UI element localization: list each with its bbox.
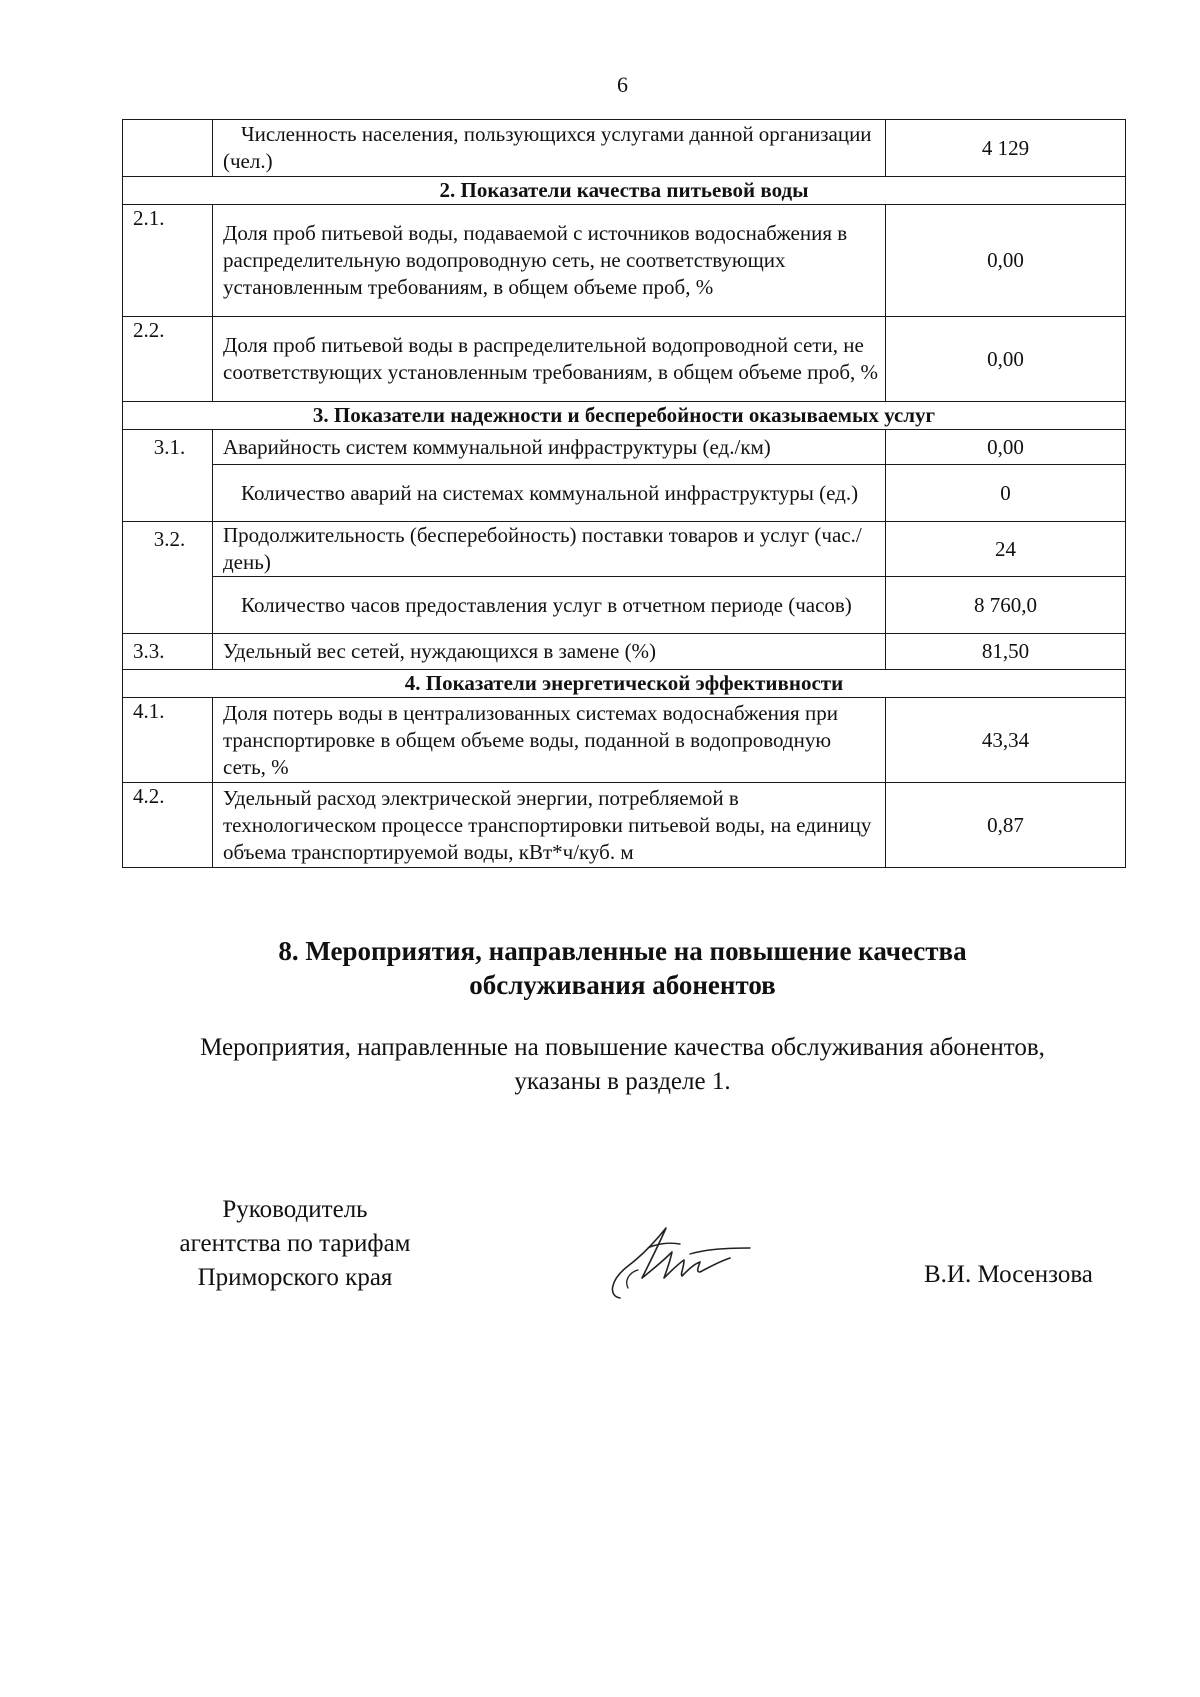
section-heading-row [123,670,1126,698]
row-description: Количество часов предоставления услуг в отчетном периоде (часов) [213,577,886,634]
row-description: Продолжительность (бесперебойность) поставки товаров и услуг (час./день) [213,522,886,577]
row-description: Численность населения, пользующихся услугами данной организации (чел.) [213,120,886,177]
row-value: 0,00 [886,430,1126,465]
section-heading-4: 4. Показатели энергетической эффективности [123,670,1126,698]
row-value: 0,87 [886,783,1126,868]
row-description: Доля проб питьевой воды в распределительной водопроводной сети, не соответствующих установленным требованиям, в общем объеме проб, % [213,317,886,402]
table-row [123,634,1126,670]
row-value: 8 760,0 [886,577,1126,634]
section-heading-row [123,177,1126,205]
indicators-table [122,119,1126,868]
section-8-title-line-2: обслуживания абонентов [469,970,776,1000]
section-heading-3: 3. Показатели надежности и бесперебойности оказываемых услуг [123,402,1126,430]
row-value: 81,50 [886,634,1126,670]
table-row [123,522,1126,577]
row-description: Удельный вес сетей, нуждающихся в замене (%) [213,634,886,670]
section-8-body-line-2: указаны в разделе 1. [514,1068,731,1095]
table-row [123,698,1126,783]
section-heading-2: 2. Показатели качества питьевой воды [123,177,1126,205]
row-number: 2.2. [123,317,213,402]
table-row [123,465,1126,522]
row-description: Аварийность систем коммунальной инфраструктуры (ед./км) [213,430,886,465]
table-row [123,205,1126,317]
section-8-body [0,1031,1200,1099]
section-8-title [0,934,1200,1002]
table-row [123,120,1126,177]
section-heading-row [123,402,1126,430]
row-value: 4 129 [886,120,1126,177]
row-description: Доля потерь воды в централизованных системах водоснабжения при транспортировке в общем объеме воды, поданной в водопроводную сеть, % [213,698,886,783]
row-number [123,120,213,177]
row-number: 3.1. [123,430,213,522]
table-row [123,430,1126,465]
signer-name: В.И. Мосензова [924,1261,1093,1288]
row-description: Доля проб питьевой воды, подаваемой с источников водоснабжения в распределительную водопроводную сеть, не соответствующих установленным требованиям, в общем объеме проб, % [213,205,886,317]
signer-position-line-3: Приморского края [197,1264,393,1291]
row-number: 3.3. [123,634,213,670]
row-value: 43,34 [886,698,1126,783]
row-value: 24 [886,522,1126,577]
row-number: 2.1. [123,205,213,317]
row-number: 4.2. [123,783,213,868]
section-8-body-line-1: Мероприятия, направленные на повышение качества обслуживания абонентов, [200,1034,1045,1061]
table-row [123,577,1126,634]
row-value: 0,00 [886,317,1126,402]
handwritten-signature [600,1218,770,1303]
row-number: 3.2. [123,522,213,634]
row-value: 0 [886,465,1126,522]
table-row [123,783,1126,868]
page-number: 6 [617,72,628,97]
section-8-title-line-1: 8. Мероприятия, направленные на повышение качества [278,936,967,966]
signer-position-line-2: агентства по тарифам [179,1230,411,1257]
row-description: Удельный расход электрической энергии, потребляемой в технологическом процессе транспортировки питьевой воды, на единицу объема транспортируемой воды, кВт*ч/куб. м [213,783,886,868]
row-number: 4.1. [123,698,213,783]
signer-position [140,1193,450,1295]
table-row [123,317,1126,402]
signer-position-line-1: Руководитель [222,1196,368,1223]
row-value: 0,00 [886,205,1126,317]
row-description: Количество аварий на системах коммунальной инфраструктуры (ед.) [213,465,886,522]
